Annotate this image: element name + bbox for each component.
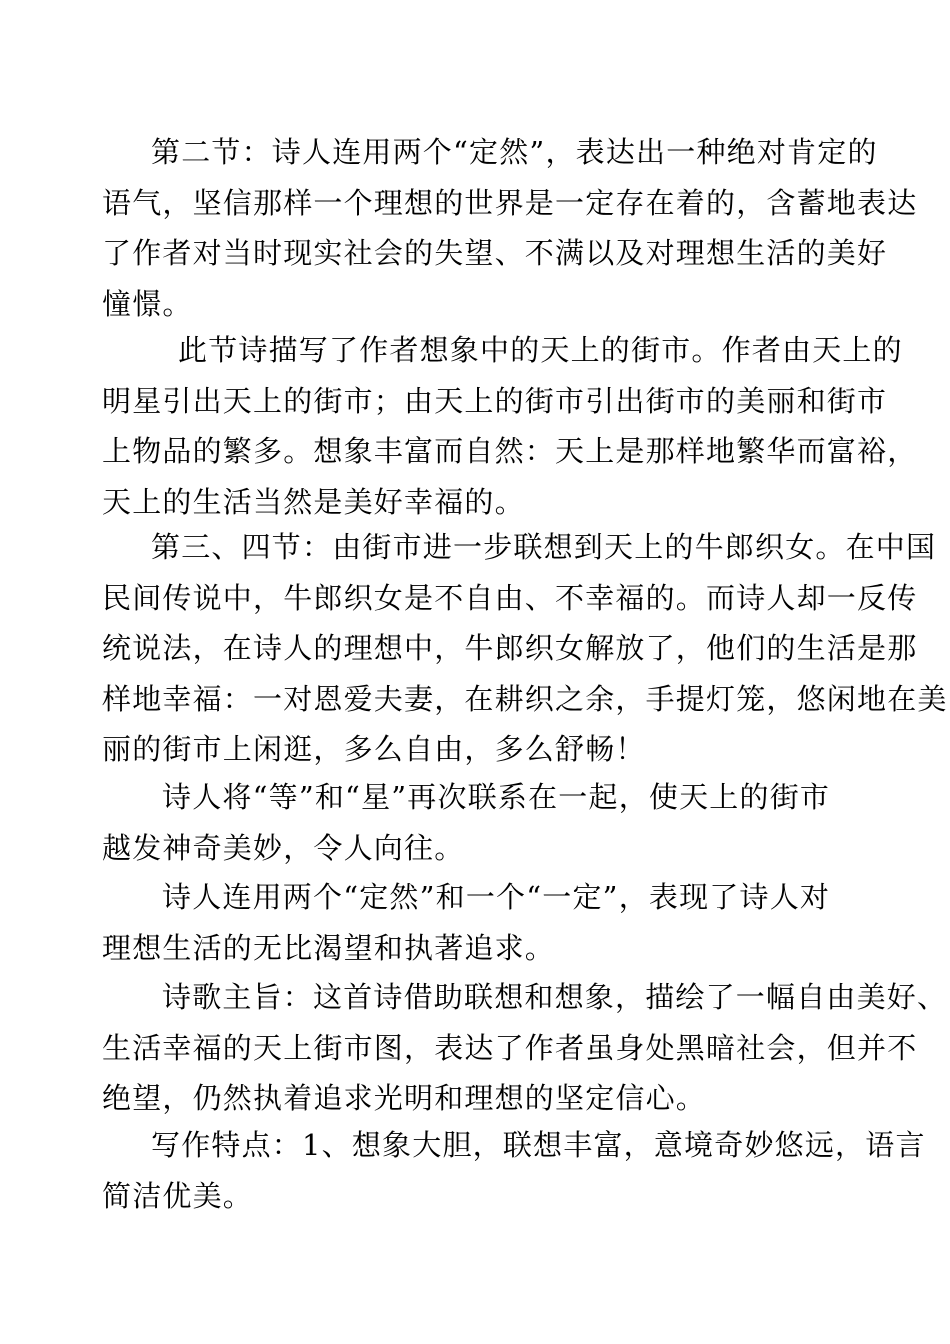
paragraph-line: 丽的街市上闲逛，多么自由，多么舒畅！: [102, 732, 646, 766]
paragraph-line: 诗人将“等”和“星”再次联系在一起，使天上的街市: [162, 780, 831, 814]
paragraph-line: 统说法，在诗人的理想中，牛郎织女解放了，他们的生活是那: [102, 631, 918, 665]
paragraph-line: 写作特点：1、想象大胆，联想丰富，意境奇妙悠远，语言: [151, 1128, 926, 1162]
paragraph-writing-features: [102, 1120, 926, 1221]
paragraph-line: 绝望，仍然执着追求光明和理想的坚定信心。: [102, 1081, 707, 1115]
paragraph-line: 明星引出天上的街市；由天上的街市引出街市的美丽和街市: [102, 383, 888, 418]
paragraph-line: 第二节：诗人连用两个“定然”，表达出一种绝对肯定的: [151, 135, 878, 169]
paragraph-wait-and-star: [102, 772, 862, 873]
paragraph-line: 生活幸福的天上街市图，表达了作者虽身处黑暗社会，但并不: [102, 1030, 918, 1065]
paragraph-theme: [102, 972, 948, 1124]
paragraph-line: 此节诗描写了作者想象中的天上的街市。作者由天上的: [178, 333, 903, 367]
paragraph-sections-three-four: [102, 522, 948, 775]
paragraph-line: 样地幸福：一对恩爱夫妻，在耕织之余，手提灯笼，悠闲地在美: [102, 681, 948, 716]
paragraph-line: 简洁优美。: [102, 1178, 254, 1213]
paragraph-definitely: [102, 872, 862, 973]
paragraph-section-two: [102, 127, 918, 329]
paragraph-line: 上物品的繁多。想象丰富而自然：天上是那样地繁华而富裕，: [102, 434, 918, 468]
paragraph-line: 了作者对当时现实社会的失望、不满以及对理想生活的美好: [102, 236, 888, 270]
paragraph-line: 语气，坚信那样一个理想的世界是一定存在着的，含蓄地表达: [102, 185, 918, 220]
paragraph-line: 越发神奇美妙，令人向往。: [102, 830, 465, 865]
paragraph-line: 天上的生活当然是美好幸福的。: [102, 484, 525, 519]
paragraph-line: 民间传说中，牛郎织女是不自由、不幸福的。而诗人却一反传: [102, 580, 918, 615]
paragraph-line: 憧憬。: [102, 286, 193, 321]
paragraph-line: 诗歌主旨：这首诗借助联想和想象，描绘了一幅自由美好、: [162, 980, 948, 1014]
paragraph-line: 理想生活的无比渴望和执著追求。: [102, 930, 556, 965]
paragraph-street-description: [102, 325, 918, 527]
paragraph-line: 第三、四节：由街市进一步联想到天上的牛郎织女。在中国: [151, 530, 937, 564]
paragraph-line: 诗人连用两个“定然”和一个“一定”，表现了诗人对: [162, 880, 831, 914]
